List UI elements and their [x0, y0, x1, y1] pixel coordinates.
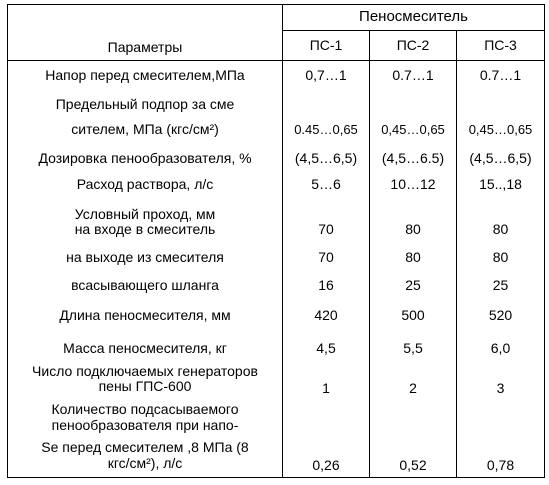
value-ps2: 80	[405, 221, 421, 237]
value-ps3: 0,45…0,65	[468, 122, 533, 137]
value-ps2: 0,45…0,65	[381, 122, 445, 137]
param-label: Длина пеносмесителя, мм	[59, 307, 231, 323]
param-label: Предельный подпор за сме	[55, 96, 235, 112]
value-ps3: 6,0	[490, 340, 511, 356]
value-ps2: 0.7…1	[392, 67, 434, 83]
param-label: Напор перед смесителем,МПа	[45, 67, 245, 83]
param-label: пенообразователя при напо-	[51, 417, 239, 433]
value-ps3: 25	[492, 277, 509, 293]
header-divider	[282, 30, 545, 31]
param-label: всасывающего шланга	[71, 277, 219, 293]
param-label: Se перед смесителем ,8 МПа (8	[41, 439, 249, 455]
col-header-ps1: ПС-1	[309, 37, 343, 53]
value-ps1: 0,7…1	[305, 67, 347, 83]
param-label: Количество подсасываемого	[51, 401, 239, 417]
top-border	[7, 4, 545, 5]
value-ps1: 0,26	[312, 457, 340, 473]
value-ps3: 3	[496, 380, 505, 396]
value-ps1: (4,5…6,5)	[294, 150, 358, 166]
value-ps1: 420	[314, 307, 338, 323]
value-ps2: (4,5…6.5)	[381, 150, 445, 166]
param-label: Расход раствора, л/с	[76, 176, 214, 192]
value-ps3: (4,5…6,5)	[469, 150, 532, 166]
param-label: на входе в смеситель	[74, 221, 216, 237]
value-ps1: 0.45…0,65	[294, 122, 358, 137]
param-label: Условный проход, мм	[74, 206, 216, 222]
value-ps1: 70	[318, 249, 334, 265]
param-label: Дозировка пенообразователя, %	[38, 150, 252, 166]
param-label: Масса пеносмесителя, кг	[63, 340, 227, 356]
param-label: пены ГПС-600	[98, 378, 192, 394]
value-ps1: 4,5	[316, 340, 336, 356]
value-ps1: 16	[318, 277, 334, 293]
value-ps1: 5…6	[311, 176, 341, 192]
value-ps2: 80	[405, 249, 421, 265]
value-ps2: 25	[405, 277, 421, 293]
param-title: Параметры	[107, 39, 183, 55]
col-header-ps3: ПС-3	[484, 37, 517, 53]
right-border	[544, 4, 545, 478]
value-ps1: 1	[322, 380, 330, 396]
value-ps2: 500	[401, 307, 425, 323]
value-ps2: 0,52	[399, 457, 427, 473]
param-label: на выходе из смесителя	[66, 249, 224, 265]
param-label: кгс/см²), л/с	[107, 455, 183, 471]
bottom-border	[7, 477, 545, 478]
value-ps2: 10…12	[390, 176, 436, 192]
value-ps3: 0,78	[486, 457, 515, 473]
param-label: Число подключаемых генераторов	[32, 363, 258, 379]
value-ps3: 520	[488, 307, 513, 323]
param-label: сителем, МПа (кгс/см²)	[71, 121, 219, 137]
value-ps3: 80	[492, 249, 509, 265]
group-title: Пеносмеситель	[359, 8, 468, 25]
value-ps2: 5,5	[403, 340, 423, 356]
value-ps1: 70	[318, 221, 334, 237]
col-header-ps2: ПС-2	[396, 37, 430, 53]
header-bottom-border	[7, 60, 545, 61]
value-ps2: 2	[409, 380, 417, 396]
value-ps3: 80	[492, 221, 509, 237]
value-ps3: 0.7…1	[479, 67, 522, 83]
value-ps3: 15..,18	[479, 176, 522, 192]
